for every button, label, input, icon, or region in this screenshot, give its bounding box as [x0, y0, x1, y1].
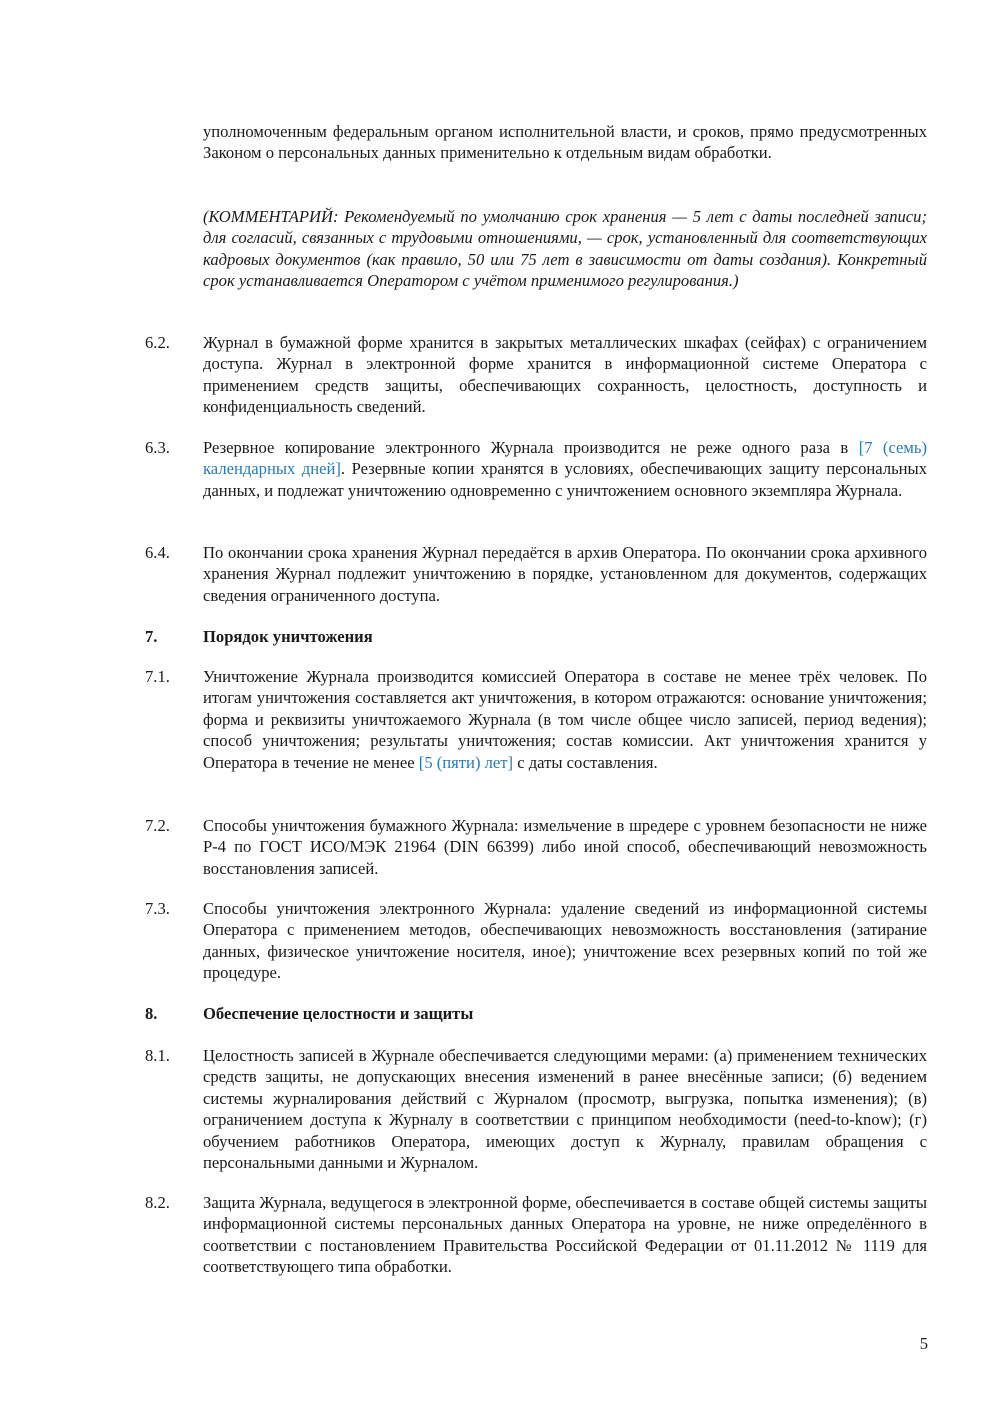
- clause-text-7-1-part2: с даты составления.: [513, 752, 658, 772]
- clause-number-7-1: 7.1.: [145, 667, 170, 686]
- section-title-7: Порядок уничтожения: [203, 627, 373, 646]
- placeholder-link-backup-period[interactable]: [7 (семь) календарных дней]: [203, 438, 927, 479]
- clause-text-6-3: [203, 437, 927, 501]
- clause-number-6-4: 6.4.: [145, 543, 170, 562]
- clause-number-7-2: 7.2.: [145, 816, 170, 835]
- clause-text-6-2: Журнал в бумажной форме хранится в закрытых металлических шкафах (сейфах) с ограничением доступа. Журнал в электронной форме хранится в информационной системе Оператора с применением средств защиты, обеспечивающих сохранность, целостность, доступность и конфиденциальность сведений.: [203, 333, 927, 417]
- clause-number-7-3: 7.3.: [145, 899, 170, 918]
- comment-note: (КОММЕНТАРИЙ: Рекомендуемый по умолчанию срок хранения — 5 лет с даты последней записи; для согласий, связанных с трудовыми отношениями, — срок, установленный для соответствующих кадровых документов (как правило, 50 или 75 лет в зависимости от даты создания). Конкретный срок устанавливается Оператором с учётом применимого регулирования.): [203, 207, 927, 291]
- clause-text-7-1: [203, 666, 927, 773]
- clause-text-6-4: По окончании срока хранения Журнал передаётся в архив Оператора. По окончании срока архивного хранения Журнал подлежит уничтожению в порядке, установленном для документов, содержащих сведения ограниченного доступа.: [203, 543, 927, 605]
- placeholder-link-act-retention[interactable]: [5 (пяти) лет]: [418, 752, 514, 772]
- clause-text-7-1-part1: Уничтожение Журнала производится комиссией Оператора в составе не менее трёх человек. По итогам уничтожения составляется акт уничтожения, в котором отражаются: основание уничтожения; форма и реквизиты уничтожаемого Журнала (в том числе общее число записей, период ведения); способ уничтожения; результаты уничтожения; состав комиссии. Акт уничтожения хранится у Оператора в течение не менее: [203, 667, 927, 772]
- clause-number-6-2: 6.2.: [145, 333, 170, 352]
- clause-text-7-3: Способы уничтожения электронного Журнала: удаление сведений из информационной системы Оператора с применением методов, обеспечивающих невозможность восстановления (затирание данных, физическое уничтожение носителя, иное); уничтожение всех резервных копий по той же процедуре.: [203, 899, 927, 983]
- clause-number-8-1: 8.1.: [145, 1046, 170, 1065]
- page-number: 5: [919, 1334, 928, 1353]
- clause-text-6-3-part2: . Резервные копии хранятся в условиях, обеспечивающих защиту персональных данных, и подлежат уничтожению одновременно с уничтожением основного экземпляра Журнала.: [203, 459, 927, 500]
- clause-number-8-2: 8.2.: [145, 1193, 170, 1212]
- section-number-7: 7.: [145, 627, 158, 646]
- clause-text-8-2: Защита Журнала, ведущегося в электронной форме, обеспечивается в составе общей системы защиты информационной системы персональных данных Оператора на уровне, не ниже определённого в соответствии с постановлением Правительства Российской Федерации от 01.11.2012 № 1119 для соответствующего типа обработки.: [203, 1193, 927, 1277]
- section-number-8: 8.: [145, 1004, 158, 1023]
- clause-text-8-1: Целостность записей в Журнале обеспечивается следующими мерами: (а) применением технических средств защиты, не допускающих внесения изменений в ранее внесённые записи; (б) ведением системы журналирования действий с Журналом (просмотр, выгрузка, попытка изменения); (в) ограничением доступа к Журналу в соответствии с принципом необходимости (need-to-know); (г) обучением работников Оператора, имеющих доступ к Журналу, правилам обращения с персональными данными и Журналом.: [203, 1046, 927, 1173]
- clause-text-6-3-part1: Резервное копирование электронного Журнала производится не реже одного раза в: [203, 438, 859, 457]
- paragraph-continuation: уполномоченным федеральным органом исполнительной власти, и сроков, прямо предусмотренных Законом о персональных данных применительно к отдельным видам обработки.: [203, 122, 927, 163]
- section-title-8: Обеспечение целостности и защиты: [203, 1004, 474, 1023]
- clause-number-6-3: 6.3.: [145, 438, 170, 457]
- clause-text-7-2: Способы уничтожения бумажного Журнала: измельчение в шредере с уровнем безопасности не ниже Р-4 по ГОСТ ИСО/МЭК 21964 (DIN 66399) либо иной способ, обеспечивающий невозможность восстановления записей.: [203, 816, 927, 878]
